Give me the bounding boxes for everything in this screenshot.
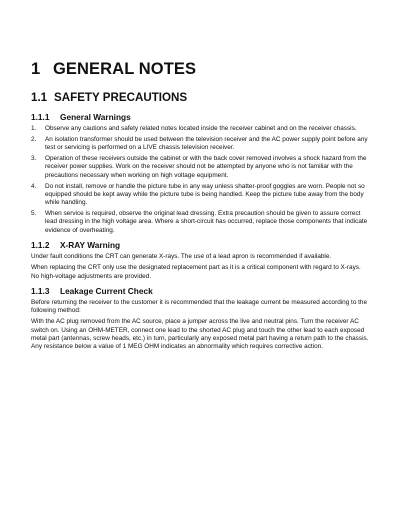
item-number: 2. <box>31 135 37 143</box>
subsection-number: 1.1.1 <box>31 112 50 122</box>
subsection-heading-leakage-check <box>31 286 370 296</box>
subsection-title: X-RAY Warning <box>60 239 121 250</box>
list-item <box>31 136 370 153</box>
subsection-heading-general-warnings <box>31 112 370 122</box>
subsection-title: Leakage Current Check <box>60 285 153 296</box>
section-number: 1.1 <box>31 91 48 104</box>
paragraph: When replacing the CRT only use the designated replacement part as it is a critical component with regard to X-rays. No high-voltage adjustments are provided. <box>31 264 361 280</box>
section-title: SAFETY PRECAUTIONS <box>54 91 188 104</box>
item-number: 5. <box>31 210 37 218</box>
subsection-number: 1.1.2 <box>31 239 50 250</box>
item-number: 4. <box>31 182 37 190</box>
subsection-number: 1.1.3 <box>31 285 50 296</box>
general-warnings-list <box>31 125 370 235</box>
section-heading <box>31 91 370 104</box>
list-item <box>31 125 370 133</box>
chapter-heading <box>31 60 370 79</box>
item-text: Observe any cautions and safety related notes located inside the receiver cabinet and on the receiver chassis. <box>45 125 357 132</box>
paragraph: Under fault conditions the CRT can generate X-rays. The use of a lead apron is recommended if available. <box>31 252 332 260</box>
item-text: When service is required, observe the original lead dressing. Extra precaution should be given to assure correct lead dressing in the high voltage area. Where a short-circuit has occurred, replace those components that indicate evidence of overheating. <box>45 210 368 234</box>
subsection-heading-xray-warning <box>31 240 370 250</box>
item-text: Do not install, remove or handle the picture tube in any way unless shatter-proof goggles are worn. People not so equipped should be kept away while the picture tube is being handled. Keep the picture tube away from the body while handling. <box>45 182 365 207</box>
item-text: Operation of these receivers outside the cabinet or with the back cover removed involves a shock hazard from the receiver power supplies. Work on the receiver should not be attempted by anyone who is not familiar with the precautions necessary when working on high voltage equipment. <box>45 155 367 179</box>
item-number: 1. <box>31 125 37 132</box>
paragraph: Before returning the receiver to the customer it is recommended that the leakage current be measured according to the following method: <box>31 298 368 315</box>
chapter-title: GENERAL NOTES <box>53 60 197 78</box>
list-item <box>31 155 370 180</box>
list-item <box>31 183 370 208</box>
item-text: An isolation transformer should be used between the television receiver and the AC power supply point before any test or servicing is performed on a LIVE chassis television receiver. <box>45 135 368 152</box>
subsection-title: General Warnings <box>60 112 131 122</box>
paragraph: With the AC plug removed from the AC source, place a jumper across the live and neutral pins. Turn the receiver AC switch on. Using an OHM-METER, connect one lead to the shorted AC plug and touch the other lead to each exposed metal part (antennas, screw heads, etc.) in turn, particularly any exposed metal part having a return path to the chassis. Any resistance below a value of 1 MEG OHM indicates an abnormality which requires corrective action. <box>31 318 369 351</box>
chapter-number: 1 <box>31 60 41 78</box>
list-item <box>31 210 370 235</box>
item-number: 3. <box>31 155 37 163</box>
